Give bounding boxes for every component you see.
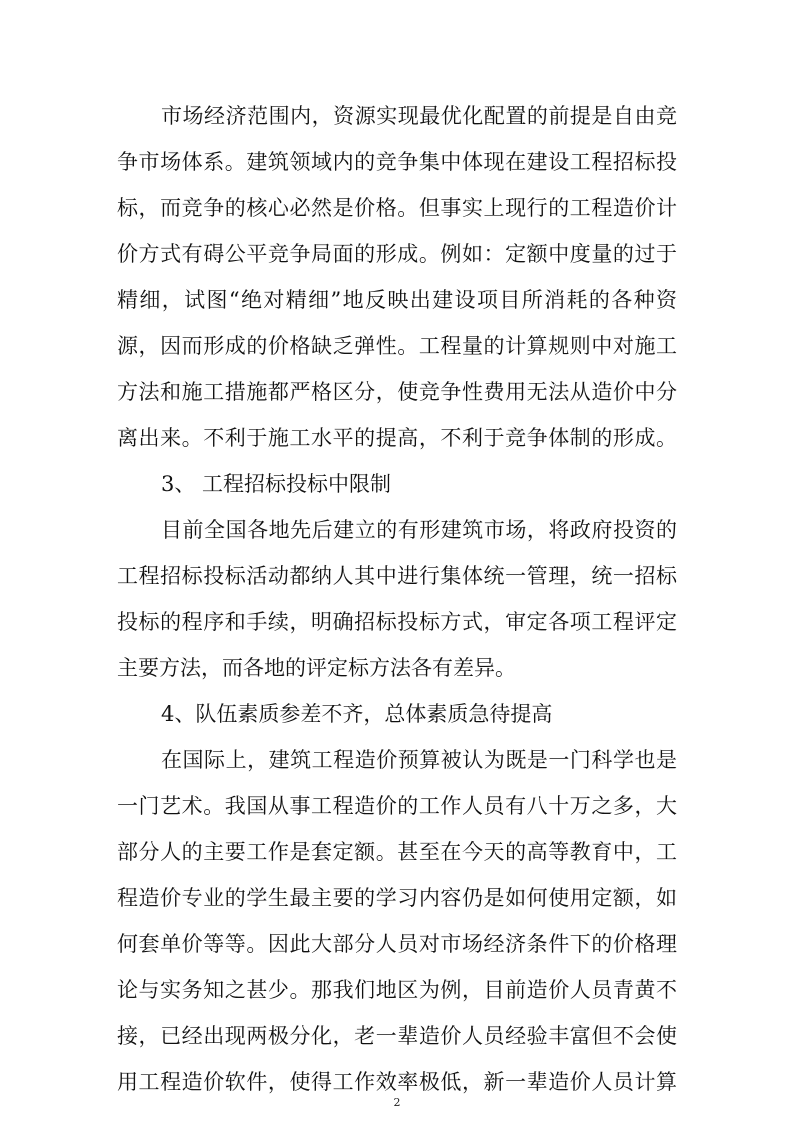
paragraph-3-line-6: 论与实务知之甚少。那我们地区为例，目前造价人员青黄不 [117, 978, 677, 1002]
paragraph-2-line-2: 工程招标投标活动都纳人其中进行集体统一管理，统一招标 [117, 564, 677, 588]
paragraph-1-line-6: 源，因而形成的价格缺乏弹性。工程量的计算规则中对施工 [117, 334, 677, 358]
page-number: 2 [393, 1096, 401, 1109]
paragraph-2-line-1: 目前全国各地先后建立的有形建筑市场，将政府投资的 [161, 518, 677, 542]
section-heading-3: 3、 工程招标投标中限制 [161, 472, 392, 496]
paragraph-3-line-5: 何套单价等等。因此大部分人员对市场经济条件下的价格理 [117, 932, 677, 956]
section-heading-4: 4、队伍素质参差不齐，总体素质急待提高 [161, 702, 553, 726]
paragraph-1-line-2: 争市场体系。建筑领域内的竞争集中体现在建设工程招标投 [117, 150, 677, 174]
paragraph-3-line-3: 部分人的主要工作是套定额。甚至在今天的高等教育中，工 [117, 840, 677, 864]
paragraph-1-line-4: 价方式有碍公平竞争局面的形成。例如：定额中度量的过于 [117, 242, 677, 266]
paragraph-1-line-3: 标，而竞争的核心必然是价格。但事实上现行的工程造价计 [117, 196, 677, 220]
paragraph-3-line-7: 接，已经出现两极分化，老一辈造价人员经验丰富但不会使 [117, 1024, 677, 1048]
paragraph-2-line-4: 主要方法，而各地的评定标方法各有差异。 [117, 656, 516, 680]
paragraph-3-line-8: 用工程造价软件，使得工作效率极低，新一辈造价人员计算 [117, 1070, 677, 1094]
paragraph-3-line-1: 在国际上，建筑工程造价预算被认为既是一门科学也是 [161, 748, 677, 772]
paragraph-1-line-1: 市场经济范围内，资源实现最优化配置的前提是自由竞 [161, 104, 677, 128]
paragraph-3-line-2: 一门艺术。我国从事工程造价的工作人员有八十万之多，大 [117, 794, 677, 818]
paragraph-1-line-5: 精细，试图“绝对精细”地反映出建设项目所消耗的各种资 [117, 288, 677, 312]
paragraph-1-line-7: 方法和施工措施都严格区分，使竞争性费用无法从造价中分 [117, 380, 677, 404]
paragraph-3-line-4: 程造价专业的学生最主要的学习内容仍是如何使用定额，如 [117, 886, 677, 910]
paragraph-2-line-3: 投标的程序和手续，明确招标投标方式，审定各项工程评定 [117, 610, 677, 634]
paragraph-1-line-8: 离出来。不利于施工水平的提高，不利于竞争体制的形成。 [117, 426, 677, 450]
